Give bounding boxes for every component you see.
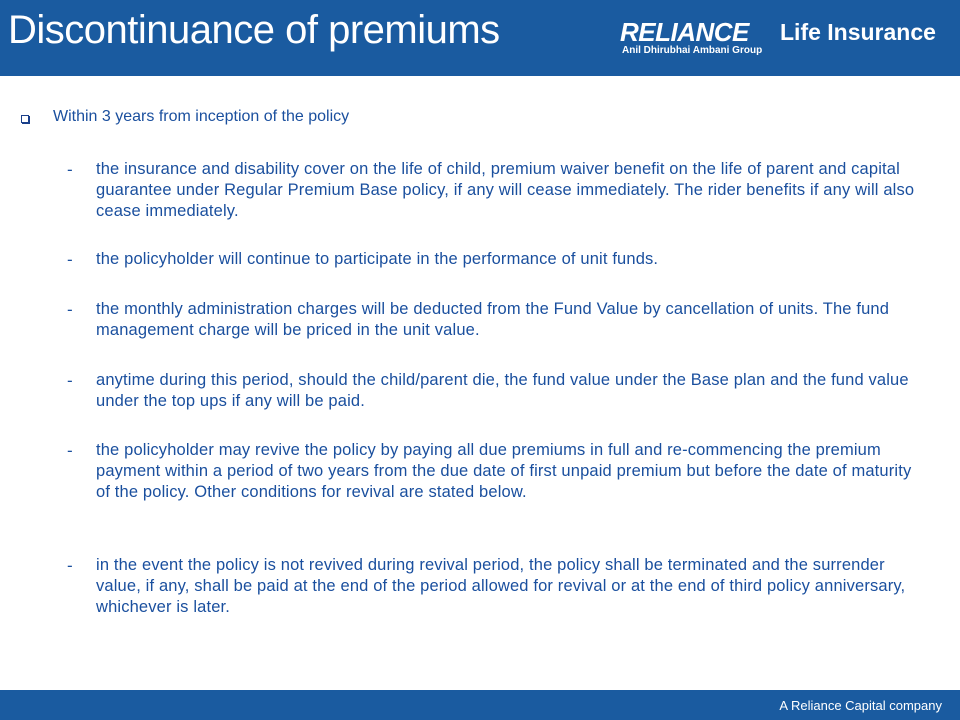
list-item-text: anytime during this period, should the child/parent die, the fund value under the Base plan and the fund value under the top ups if any will be paid. [96, 371, 909, 410]
dash-marker: - [67, 160, 73, 179]
list-item-text: the insurance and disability cover on the life of child, premium waiver benefit on the life of parent and capital guarantee under Regular Premium Base policy, if any will cease immediately. The rider benefits if any will also cease immediately. [96, 160, 915, 220]
logo-tagline: Life Insurance [780, 19, 936, 45]
list-item-text: the policyholder will continue to participate in the performance of unit funds. [96, 250, 659, 268]
dash-marker: - [67, 300, 73, 319]
dash-marker: - [67, 556, 73, 575]
dash-marker: - [67, 371, 73, 390]
list-item-text: the monthly administration charges will be deducted from the Fund Value by cancellation of units. The fund management charge will be priced in the unit value. [96, 300, 890, 339]
dash-marker: - [67, 250, 73, 269]
square-bullet-icon [21, 115, 29, 123]
logo-brand: RELIANCE [620, 17, 749, 47]
list-item-text: in the event the policy is not revived during revival period, the policy shall be terminated and the surrender value, if any, shall be paid at the end of the period allowed for revival or at the end of third policy anniversary, whichever is later. [96, 556, 906, 616]
list-item-text: the policyholder may revive the policy by paying all due premiums in full and re-commencing the premium payment within a period of two years from the due date of first unpaid premium but before the date of maturity of the policy. Other conditions for revival are stated below. [96, 441, 912, 501]
page-title: Discontinuance of premiums [8, 8, 500, 52]
lead-bullet-text: Within 3 years from inception of the policy [53, 108, 350, 125]
logo-group-name: Anil Dhirubhai Ambani Group [622, 45, 763, 56]
footer-company-text: A Reliance Capital company [779, 698, 942, 713]
dash-marker: - [67, 441, 73, 460]
footer-bar [0, 690, 960, 720]
